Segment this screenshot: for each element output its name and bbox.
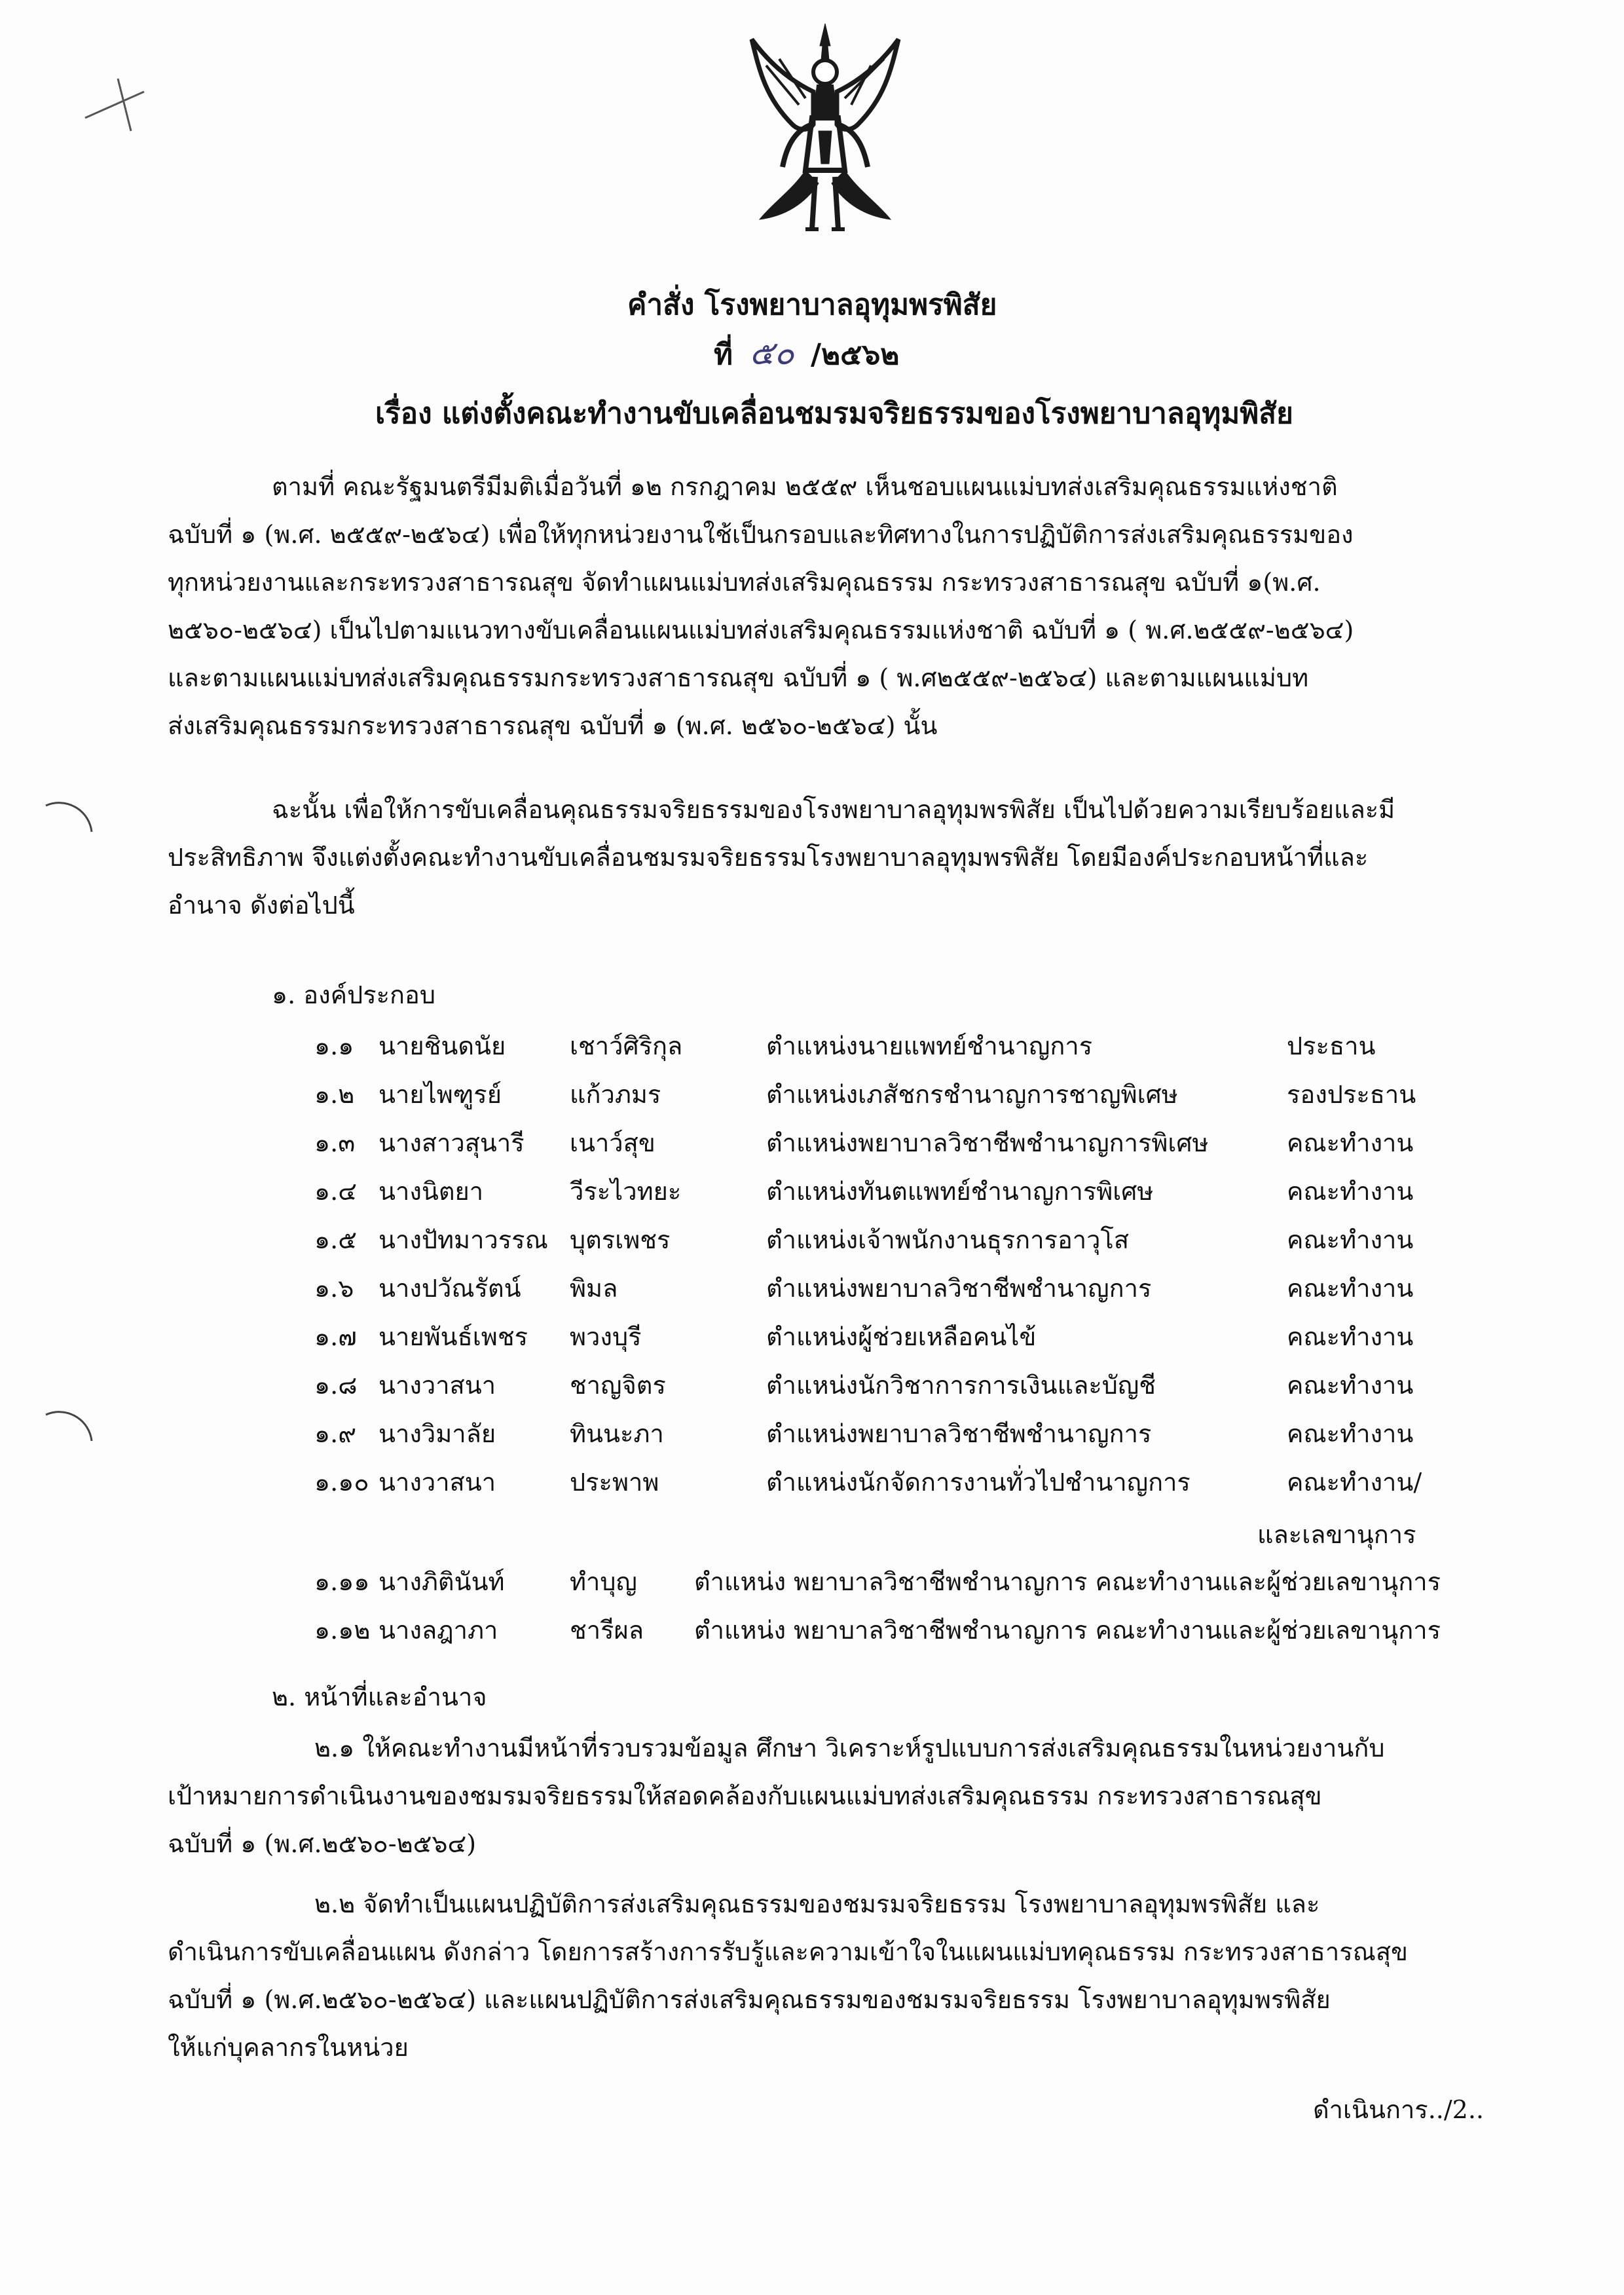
member-surname: พิมล xyxy=(570,1274,618,1303)
order-subject: เรื่อง แต่งตั้งคณะทำงานขับเคลื่อนชมรมจริยธรรมของโรงพยาบาลอุทุมพิสัย xyxy=(375,397,1293,430)
member-name: นายไพฑูรย์ xyxy=(378,1080,502,1109)
duty-item-line: เป้าหมายการดำเนินงานของชมรมจริยธรรมให้สอดคล้องกับแผนแม่บทส่งเสริมคุณธรรม กระทรวงสาธารณสุข xyxy=(168,1782,1322,1810)
member-number: ๑.๗ xyxy=(314,1322,357,1351)
preamble-line: ตามที่ คณะรัฐมนตรีมีมติเมื่อวันที่ ๑๒ กรกฎาคม ๒๕๕๙ เห็นชอบแผนแม่บทส่งเสริมคุณธรรมแห่งชาติ xyxy=(272,472,1338,501)
member-name: นางวิมาลัย xyxy=(378,1419,496,1448)
punch-hole-mark xyxy=(0,786,105,917)
preamble-line: และตามแผนแม่บทส่งเสริมคุณธรรมกระทรวงสาธารณสุข ฉบับที่ ๑ ( พ.ศ๒๕๕๙-๒๕๖๔) และตามแผนแม่บท xyxy=(168,663,1309,692)
member-name: นางวาสนา xyxy=(378,1371,496,1400)
member-position: ตำแหน่ง พยาบาลวิชาชีพชำนาญการ คณะทำงานและผู้ช่วยเลขานุการ xyxy=(694,1567,1441,1596)
member-position: ตำแหน่งพยาบาลวิชาชีพชำนาญการ xyxy=(766,1274,1152,1303)
member-surname: ประพาพ xyxy=(570,1468,659,1497)
member-position: ตำแหน่ง พยาบาลวิชาชีพชำนาญการ คณะทำงานและผู้ช่วยเลขานุการ xyxy=(694,1616,1441,1645)
member-number: ๑.๕ xyxy=(314,1225,357,1254)
order-number xyxy=(714,327,899,379)
member-name: นางวาสนา xyxy=(378,1468,496,1497)
member-surname: ชาญจิตร xyxy=(570,1371,666,1400)
member-role: ประธาน xyxy=(1287,1032,1376,1060)
member-position: ตำแหน่งเจ้าพนักงานธุรการอาวุโส xyxy=(766,1225,1130,1254)
punch-hole-mark xyxy=(0,1395,105,1526)
member-role: คณะทำงาน xyxy=(1287,1274,1414,1303)
member-number: ๑.๑๑ xyxy=(314,1567,370,1596)
member-number: ๑.๑๒ xyxy=(314,1616,371,1645)
member-name: นางปวัณรัตน์ xyxy=(378,1274,521,1303)
composition-heading: ๑. องค์ประกอบ xyxy=(272,980,435,1009)
member-number: ๑.๓ xyxy=(314,1129,356,1157)
duty-item-line: ฉบับที่ ๑ (พ.ศ.๒๕๖๐-๒๕๖๔) และแผนปฏิบัติการส่งเสริมคุณธรรมของชมรมจริยธรรม โรงพยาบาลอุทุมพรพิสัย xyxy=(168,1985,1331,2014)
member-position: ตำแหน่งนักจัดการงานทั่วไปชำนาญการ xyxy=(766,1468,1190,1497)
member-surname: พวงบุรี xyxy=(570,1322,642,1351)
member-role: คณะทำงาน xyxy=(1287,1371,1414,1400)
preamble-line: ๒๕๖๐-๒๕๖๔) เป็นไปตามแนวทางขับเคลื่อนแผนแม่บทส่งเสริมคุณธรรมแห่งชาติ ฉบับที่ ๑ ( พ.ศ.๒๕๕๙-๒๕๖๔) xyxy=(168,616,1354,644)
member-number: ๑.๑ xyxy=(314,1032,354,1060)
member-position: ตำแหน่งนักวิชาการการเงินและบัญชี xyxy=(766,1371,1156,1400)
member-number: ๑.๙ xyxy=(314,1419,357,1448)
member-name: นางสาวสุนารี xyxy=(378,1129,525,1157)
member-role: คณะทำงาน/ xyxy=(1287,1468,1422,1497)
member-surname: เชาว์ศิริกุล xyxy=(570,1032,683,1060)
member-position: ตำแหน่งเภสัชกรชำนาญการชาญพิเศษ xyxy=(766,1080,1178,1109)
member-role: คณะทำงาน xyxy=(1287,1225,1414,1254)
garuda-emblem xyxy=(747,20,904,236)
member-role: คณะทำงาน xyxy=(1287,1129,1414,1157)
member-role: คณะทำงาน xyxy=(1287,1177,1414,1206)
member-role: รองประธาน xyxy=(1287,1080,1416,1109)
preamble-line: ส่งเสริมคุณธรรมกระทรวงสาธารณสุข ฉบับที่ ๑ (พ.ศ. ๒๕๖๐-๒๕๖๔) นั้น xyxy=(168,711,938,740)
member-surname: แก้วภมร xyxy=(570,1080,661,1109)
order-number-handwritten: ๕๐ xyxy=(749,334,794,372)
member-name: นางภิตินันท์ xyxy=(378,1567,505,1596)
member-surname: ทินนะภา xyxy=(570,1419,664,1448)
member-role: คณะทำงาน xyxy=(1287,1419,1414,1448)
purpose-line: ฉะนั้น เพื่อให้การขับเคลื่อนคุณธรรมจริยธรรมของโรงพยาบาลอุทุมพรพิสัย เป็นไปด้วยความเรียบร้อยและมี xyxy=(272,795,1395,824)
continuation-note: ดำเนินการ../2.. xyxy=(1313,2095,1485,2124)
duty-item-line: ฉบับที่ ๑ (พ.ศ.๒๕๖๐-๒๕๖๔) xyxy=(168,1829,477,1858)
duty-item-line: ให้แก่บุคลากรในหน่วย xyxy=(168,2033,409,2062)
member-name: นายชินดนัย xyxy=(378,1032,506,1060)
member-name: นางปัทมาวรรณ xyxy=(378,1225,548,1254)
order-number-suffix: /๒๕๖๒ xyxy=(811,338,900,371)
member-number: ๑.๖ xyxy=(314,1274,354,1303)
duty-item-line: ๒.๑ ให้คณะทำงานมีหน้าที่รวบรวมข้อมูล ศึกษา วิเคราะห์รูปแบบการส่งเสริมคุณธรรมในหน่วยงานกับ xyxy=(314,1734,1385,1763)
member-position: ตำแหน่งพยาบาลวิชาชีพชำนาญการพิเศษ xyxy=(766,1129,1209,1157)
member-surname: ชารีผล xyxy=(570,1616,644,1645)
member-name: นางนิตยา xyxy=(378,1177,484,1206)
member-position: ตำแหน่งพยาบาลวิชาชีพชำนาญการ xyxy=(766,1419,1152,1448)
member-position: ตำแหน่งผู้ช่วยเหลือคนไข้ xyxy=(766,1322,1037,1351)
duties-heading: ๒. หน้าที่และอำนาจ xyxy=(272,1683,487,1711)
member-name: นายพันธ์เพชร xyxy=(378,1322,528,1351)
member-role-continuation: และเลขานุการ xyxy=(1257,1520,1416,1549)
purpose-line: อำนาจ ดังต่อไปนี้ xyxy=(168,891,355,920)
purpose-line: ประสิทธิภาพ จึงแต่งตั้งคณะทำงานขับเคลื่อนชมรมจริยธรรมโรงพยาบาลอุทุมพรพิสัย โดยมีองค์ประกอบหน้าที่และ xyxy=(168,843,1369,872)
member-role: คณะทำงาน xyxy=(1287,1322,1414,1351)
order-number-prefix: ที่ xyxy=(714,338,733,371)
pen-stroke-mark xyxy=(79,65,157,144)
order-title: คำสั่ง โรงพยาบาลอุทุมพรพิสัย xyxy=(627,288,997,322)
member-surname: บุตรเพชร xyxy=(570,1225,671,1254)
duty-item-line: ๒.๒ จัดทำเป็นแผนปฏิบัติการส่งเสริมคุณธรรมของชมรมจริยธรรม โรงพยาบาลอุทุมพรพิสัย และ xyxy=(314,1890,1320,1918)
member-position: ตำแหน่งทันตแพทย์ชำนาญการพิเศษ xyxy=(766,1177,1154,1206)
member-number: ๑.๑๐ xyxy=(314,1468,369,1497)
duty-item-line: ดำเนินการขับเคลื่อนแผน ดังกล่าว โดยการสร้างการรับรู้และความเข้าใจในแผนแม่บทคุณธรรม กระทรวงสาธารณสุข xyxy=(168,1937,1409,1966)
member-surname: ทำบุญ xyxy=(570,1567,637,1596)
member-name: นางลฎาภา xyxy=(378,1616,498,1645)
member-number: ๑.๔ xyxy=(314,1177,357,1206)
member-surname: เนาว์สุข xyxy=(570,1129,655,1157)
member-number: ๑.๒ xyxy=(314,1080,355,1109)
preamble-line: ทุกหน่วยงานและกระทรวงสาธารณสุข จัดทำแผนแม่บทส่งเสริมคุณธรรม กระทรวงสาธารณสุข ฉบับที่ ๑(พ.ศ. xyxy=(168,568,1321,597)
preamble-line: ฉบับที่ ๑ (พ.ศ. ๒๕๕๙-๒๕๖๔) เพื่อให้ทุกหน่วยงานใช้เป็นกรอบและทิศทางในการปฏิบัติการส่งเสริมคุณธรรมของ xyxy=(168,520,1354,549)
member-position: ตำแหน่งนายแพทย์ชำนาญการ xyxy=(766,1032,1093,1060)
member-surname: วีระไวทยะ xyxy=(570,1177,682,1206)
member-number: ๑.๘ xyxy=(314,1371,358,1400)
